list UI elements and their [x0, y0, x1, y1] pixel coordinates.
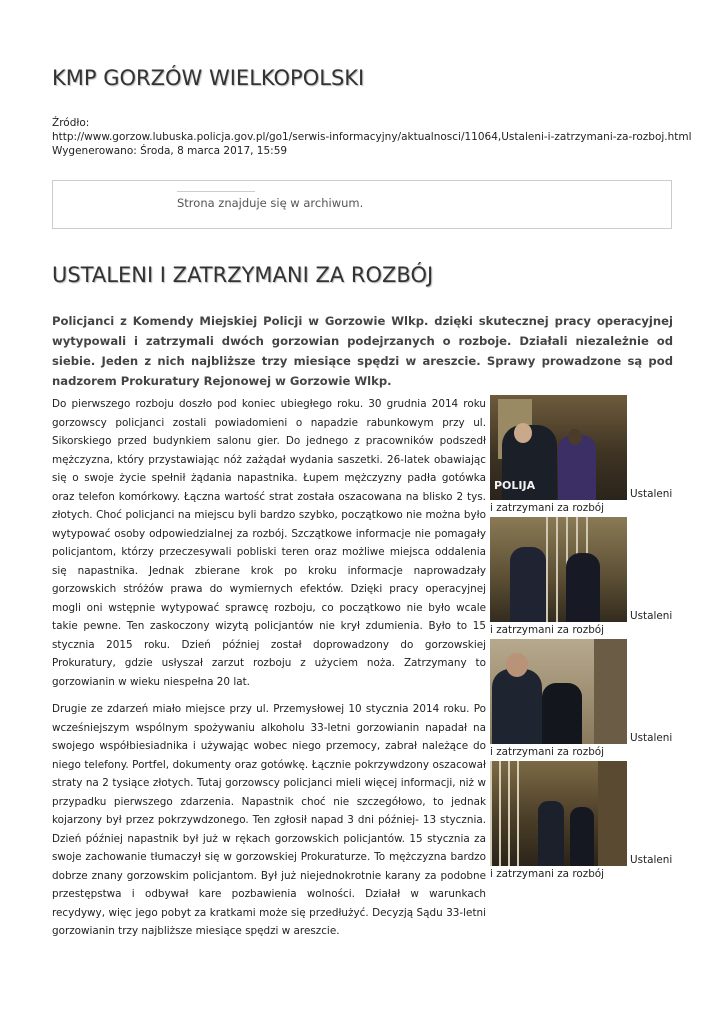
- archive-divider: [177, 191, 255, 192]
- figure-caption: Ustaleni: [630, 854, 673, 866]
- article-paragraph-1: Do pierwszego rozboju doszło pod koniec ubiegłego roku. 30 grudnia 2014 roku gorzowscy policjanci zostali powiadomieni o napadzie rabunkowym przy ul. Sikorskiego przed budynkiem salonu gier. Do jednego z pracowników podszedł mężczyzna, który przystawiając nóż zażądał wydania saszetki. 26-latek obawiając się o swoje życie spełnił żądania napastnika. Łupem mężczyzny padła gotówka oraz telefon komórkowy. Łączna wartość strat została oszacowana na blisko 2 tys. złotych. Choć policjanci na miejscu byli bardzo szybko, początkowo nie można było wytypować osoby odpowiedzialnej za rozbój. Szczątkowe informacje nie pomagały policjantom, którzy przeczesywali pobliski teren oraz możliwe miejsca oddalenia się napastnika. Jednak zbierane krok po kroku informacje naprowadzały gorzowskich stróżów prawa do wymiernych efektów. Dzięki pracy operacyjnej mogli oni wstępnie wytypować sprawcę rozboju, co początkowo nie było wcale takie pewne. Ten zaskoczony wizytą policjantów nie krył zdumienia. Było to 15 stycznia 2015 roku. Dzień później został doprowadzony do gorzowskiej Prokuratury, gdzie usłyszał zarzut rozboju z użyciem noża. Zatrzymany to gorzowianin w wieku niespełna 20 lat.: [52, 398, 486, 688]
- photo-doorway[interactable]: [490, 639, 627, 744]
- figure-caption: Ustaleni: [630, 610, 673, 622]
- photo-corridor[interactable]: [490, 761, 627, 866]
- figure-caption-cont: i zatrzymani za rozbój: [490, 746, 605, 758]
- generated-date: Wygenerowano: Środa, 8 marca 2017, 15:59: [52, 145, 288, 157]
- figure-4: [490, 761, 673, 881]
- figure-caption: Ustaleni: [630, 488, 673, 500]
- photo-cell-bars[interactable]: [490, 517, 627, 622]
- photo-police-label: POLIJA: [494, 479, 536, 492]
- archive-notice: Strona znajduje się w archiwum.: [177, 196, 364, 210]
- site-title: KMP GORZÓW WIELKOPOLSKI: [52, 66, 365, 90]
- article-lead: Policjanci z Komendy Miejskiej Policji w Gorzowie Wlkp. dzięki skutecznej pracy operacyjnej wytypowali i zatrzymali dwóch gorzowian podejrzanych o rozboje. Działali niezależnie od siebie. Jeden z nich najbliższe trzy miesiące spędzi w areszcie. Sprawy prowadzone są pod nadzorem Prokuratury Rejonowej w Gorzowie Wlkp.: [52, 314, 673, 388]
- source-label: Źródło:: [52, 117, 90, 129]
- figure-caption-cont: i zatrzymani za rozbój: [490, 624, 605, 636]
- article-title: USTALENI I ZATRZYMANI ZA ROZBÓJ: [52, 263, 434, 287]
- source-info: [52, 116, 692, 158]
- source-url[interactable]: http://www.gorzow.lubuska.policja.gov.pl/go1/serwis-informacyjny/aktualnosci/11064,Ustaleni-i-zatrzymani-za-rozboj.html: [52, 131, 692, 143]
- figure-2: [490, 517, 673, 637]
- archive-notice-box: [52, 180, 672, 229]
- figure-caption-cont: i zatrzymani za rozbój: [490, 868, 605, 880]
- figure-1: [490, 395, 673, 515]
- photo-police-escort[interactable]: [490, 395, 627, 500]
- article-paragraph-2: Drugie ze zdarzeń miało miejsce przy ul. Przemysłowej 10 stycznia 2014 roku. Po wcześniejszym wspólnym spożywaniu alkoholu 33-letni gorzowianin napadał na swojego współbiesiadnika i używając wobec niego przemocy, zabrał należące do niego telefony. Portfel, dokumenty oraz gotówkę. Łącznie pokrzywdzony oszacował straty na 2 tysiące złotych. Tutaj gorzowscy policjanci mieli więcej informacji, niż w przypadku pierwszego zdarzenia. Napastnik choć nie szczegółowo, to jednak kojarzony był przez pokrzywdzonego. Ten zgłosił napad 3 dni później- 13 stycznia. Dzień później napastnik był już w rękach gorzowskich policjantów. 15 stycznia za swoje zachowanie tłumaczył się w gorzowskiej Prokuraturze. To mężczyzna bardzo dobrze znany gorzowskim policjantom. Był już niejednokrotnie karany za podobne przestępstwa i odbywał kare pozbawienia wolności. Działał w warunkach recydywy, więc jego pobyt za kratkami może się przedłużyć. Decyzją Sądu 33-letni gorzowianin trzy najbliższe miesiące spędzi w areszcie.: [52, 703, 486, 937]
- figure-caption: Ustaleni: [630, 732, 673, 744]
- figure-caption-cont: i zatrzymani za rozbój: [490, 502, 605, 514]
- figure-3: [490, 639, 673, 759]
